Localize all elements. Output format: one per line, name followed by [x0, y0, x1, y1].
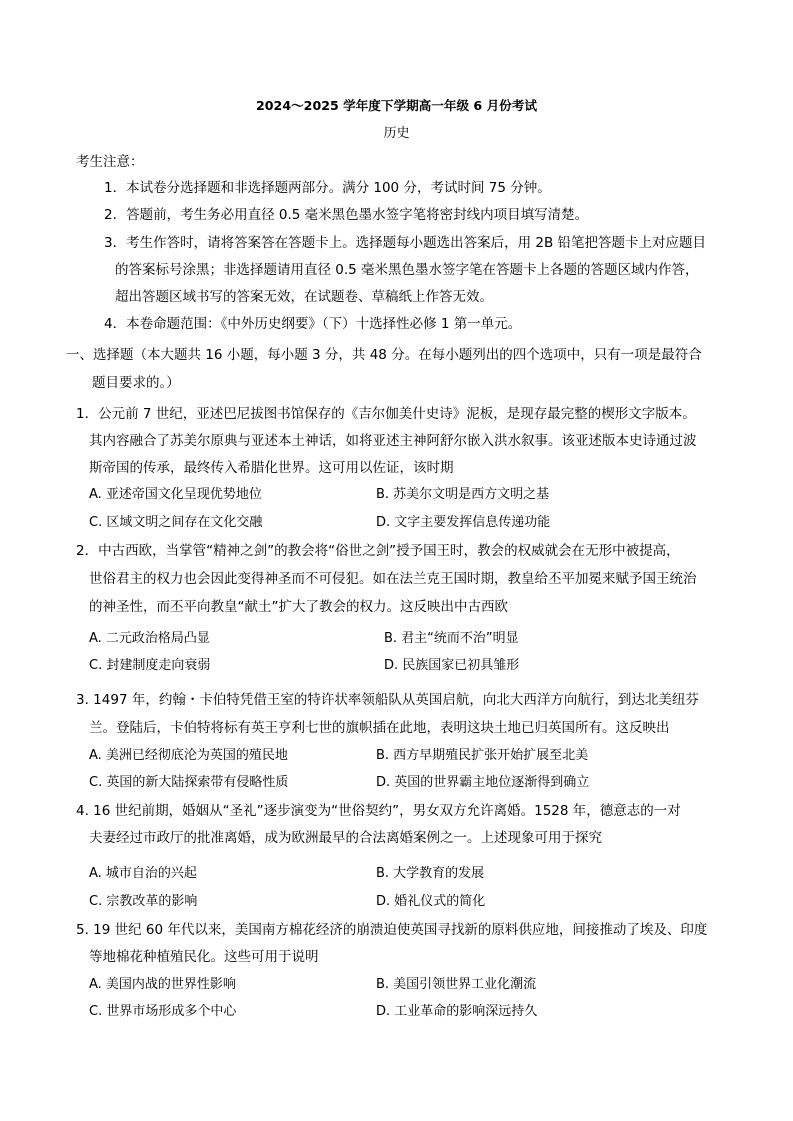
- notice-item-2: 2．答题前，考生务必用直径 0.5 毫米黑色墨水签字笔将密封线内项目填写清楚。: [104, 207, 589, 223]
- question-text: 兰。登陆后，卡伯特将标有英王亨利七世的旗帜插在此地，表明这块土地已归英国所有。这反映出: [89, 720, 670, 736]
- question-text: 5. 19 世纪 60 年代以来，美国南方棉花经济的崩溃迫使英国寻找新的原料供应地，间接推动了埃及、印度: [76, 922, 708, 938]
- notice-heading: 考生注意：: [76, 154, 144, 170]
- question-text: 3. 1497 年，约翰・卡伯特凭借王室的特许状率领船队从英国启航，向北大西洋方向航行，到达北美纽芬: [76, 692, 699, 708]
- option-b[interactable]: B. 君主“统而不治”明显: [384, 631, 519, 646]
- option-a[interactable]: A. 二元政治格局凸显: [89, 631, 210, 646]
- option-a[interactable]: A. 美国内战的世界性影响: [89, 977, 236, 992]
- option-d[interactable]: D. 工业革命的影响深远持久: [376, 1004, 538, 1019]
- notice-item-3: 3．考生作答时，请将答案答在答题卡上。选择题每小题选出答案后，用 2B 铅笔把答题卡上对应题目: [104, 235, 707, 251]
- exam-title: 2024～2025 学年度下学期高一年级 6 月份考试: [256, 98, 537, 113]
- option-b[interactable]: B. 苏美尔文明是西方文明之基: [376, 487, 550, 502]
- option-c[interactable]: C. 宗教改革的影响: [89, 894, 198, 909]
- option-d[interactable]: D. 婚礼仪式的简化: [376, 894, 486, 909]
- option-d[interactable]: D. 英国的世界霸主地位逐渐得到确立: [376, 775, 590, 790]
- section-heading-cont: 题目要求的。）: [92, 375, 180, 391]
- question-text: 斯帝国的传承，最终传入希腊化世界。这可用以佐证，该时期: [89, 460, 454, 476]
- option-c[interactable]: C. 封建制度走向衰弱: [89, 658, 211, 673]
- section-heading: 一、选择题（本大题共 16 小题，每小题 3 分，共 48 分。在每小题列出的四个选项中，只有一项是最符合: [66, 347, 702, 363]
- option-b[interactable]: B. 大学教育的发展: [376, 866, 485, 881]
- question-text: 等地棉花种植殖民化。这些可用于说明: [89, 949, 319, 965]
- question-text: 世俗君主的权力也会因此变得神圣而不可侵犯。如在法兰克王国时期，教皇给丕平加冕来赋予国王统治: [89, 571, 697, 587]
- question-text: 的神圣性，而丕平向教皇“献土”扩大了教会的权力。这反映出中古西欧: [89, 599, 508, 615]
- notice-item-3-cont-1: 的答案标号涂黑；非选择题请用直径 0.5 毫米黑色墨水签字笔在答题卡上各题的答题区域内作答，: [115, 262, 699, 278]
- option-b[interactable]: B. 西方早期殖民扩张开始扩展至北美: [376, 748, 589, 763]
- option-a[interactable]: A. 亚述帝国文化呈现优势地位: [89, 487, 262, 502]
- option-c[interactable]: C. 英国的新大陆探索带有侵略性质: [89, 775, 289, 790]
- question-text: 4. 16 世纪前期，婚姻从“圣礼”逐步演变为“世俗契约”，男女双方允许离婚。1528 年，德意志的一对: [76, 803, 681, 819]
- question-text: 夫妻经过市政厅的批准离婚，成为欧洲最早的合法离婚案例之一。上述现象可用于探究: [89, 830, 602, 846]
- option-c[interactable]: C. 世界市场形成多个中心: [89, 1004, 237, 1019]
- option-d[interactable]: D. 民族国家已初具雏形: [384, 658, 520, 673]
- option-a[interactable]: A. 美洲已经彻底沦为英国的殖民地: [89, 748, 288, 763]
- option-a[interactable]: A. 城市自治的兴起: [89, 866, 197, 881]
- notice-item-1: 1．本试卷分选择题和非选择题两部分。满分 100 分，考试时间 75 分钟。: [104, 180, 551, 196]
- option-c[interactable]: C. 区域文明之间存在文化交融: [89, 515, 263, 530]
- question-text: 2．中古西欧，当掌管“精神之剑”的教会将“俗世之剑”授予国王时，教会的权威就会在无形中被提高，: [76, 543, 680, 559]
- option-d[interactable]: D. 文字主要发挥信息传递功能: [376, 515, 551, 530]
- option-b[interactable]: B. 美国引领世界工业化潮流: [376, 977, 537, 992]
- notice-item-3-cont-2: 超出答题区域书写的答案无效，在试题卷、草稿纸上作答无效。: [115, 289, 493, 305]
- question-text: 其内容融合了苏美尔原典与亚述本土神话，如将亚述主神阿舒尔嵌入洪水叙事。该亚述版本史诗通过波: [89, 433, 697, 449]
- exam-subject: 历史: [383, 126, 410, 141]
- notice-item-4: 4．本卷命题范围：《中外历史纲要》（下）十选择性必修 1 第一单元。: [104, 316, 522, 332]
- question-text: 1．公元前 7 世纪，亚述巴尼拔图书馆保存的《吉尔伽美什史诗》泥板，是现存最完整的楔形文字版本。: [76, 406, 696, 422]
